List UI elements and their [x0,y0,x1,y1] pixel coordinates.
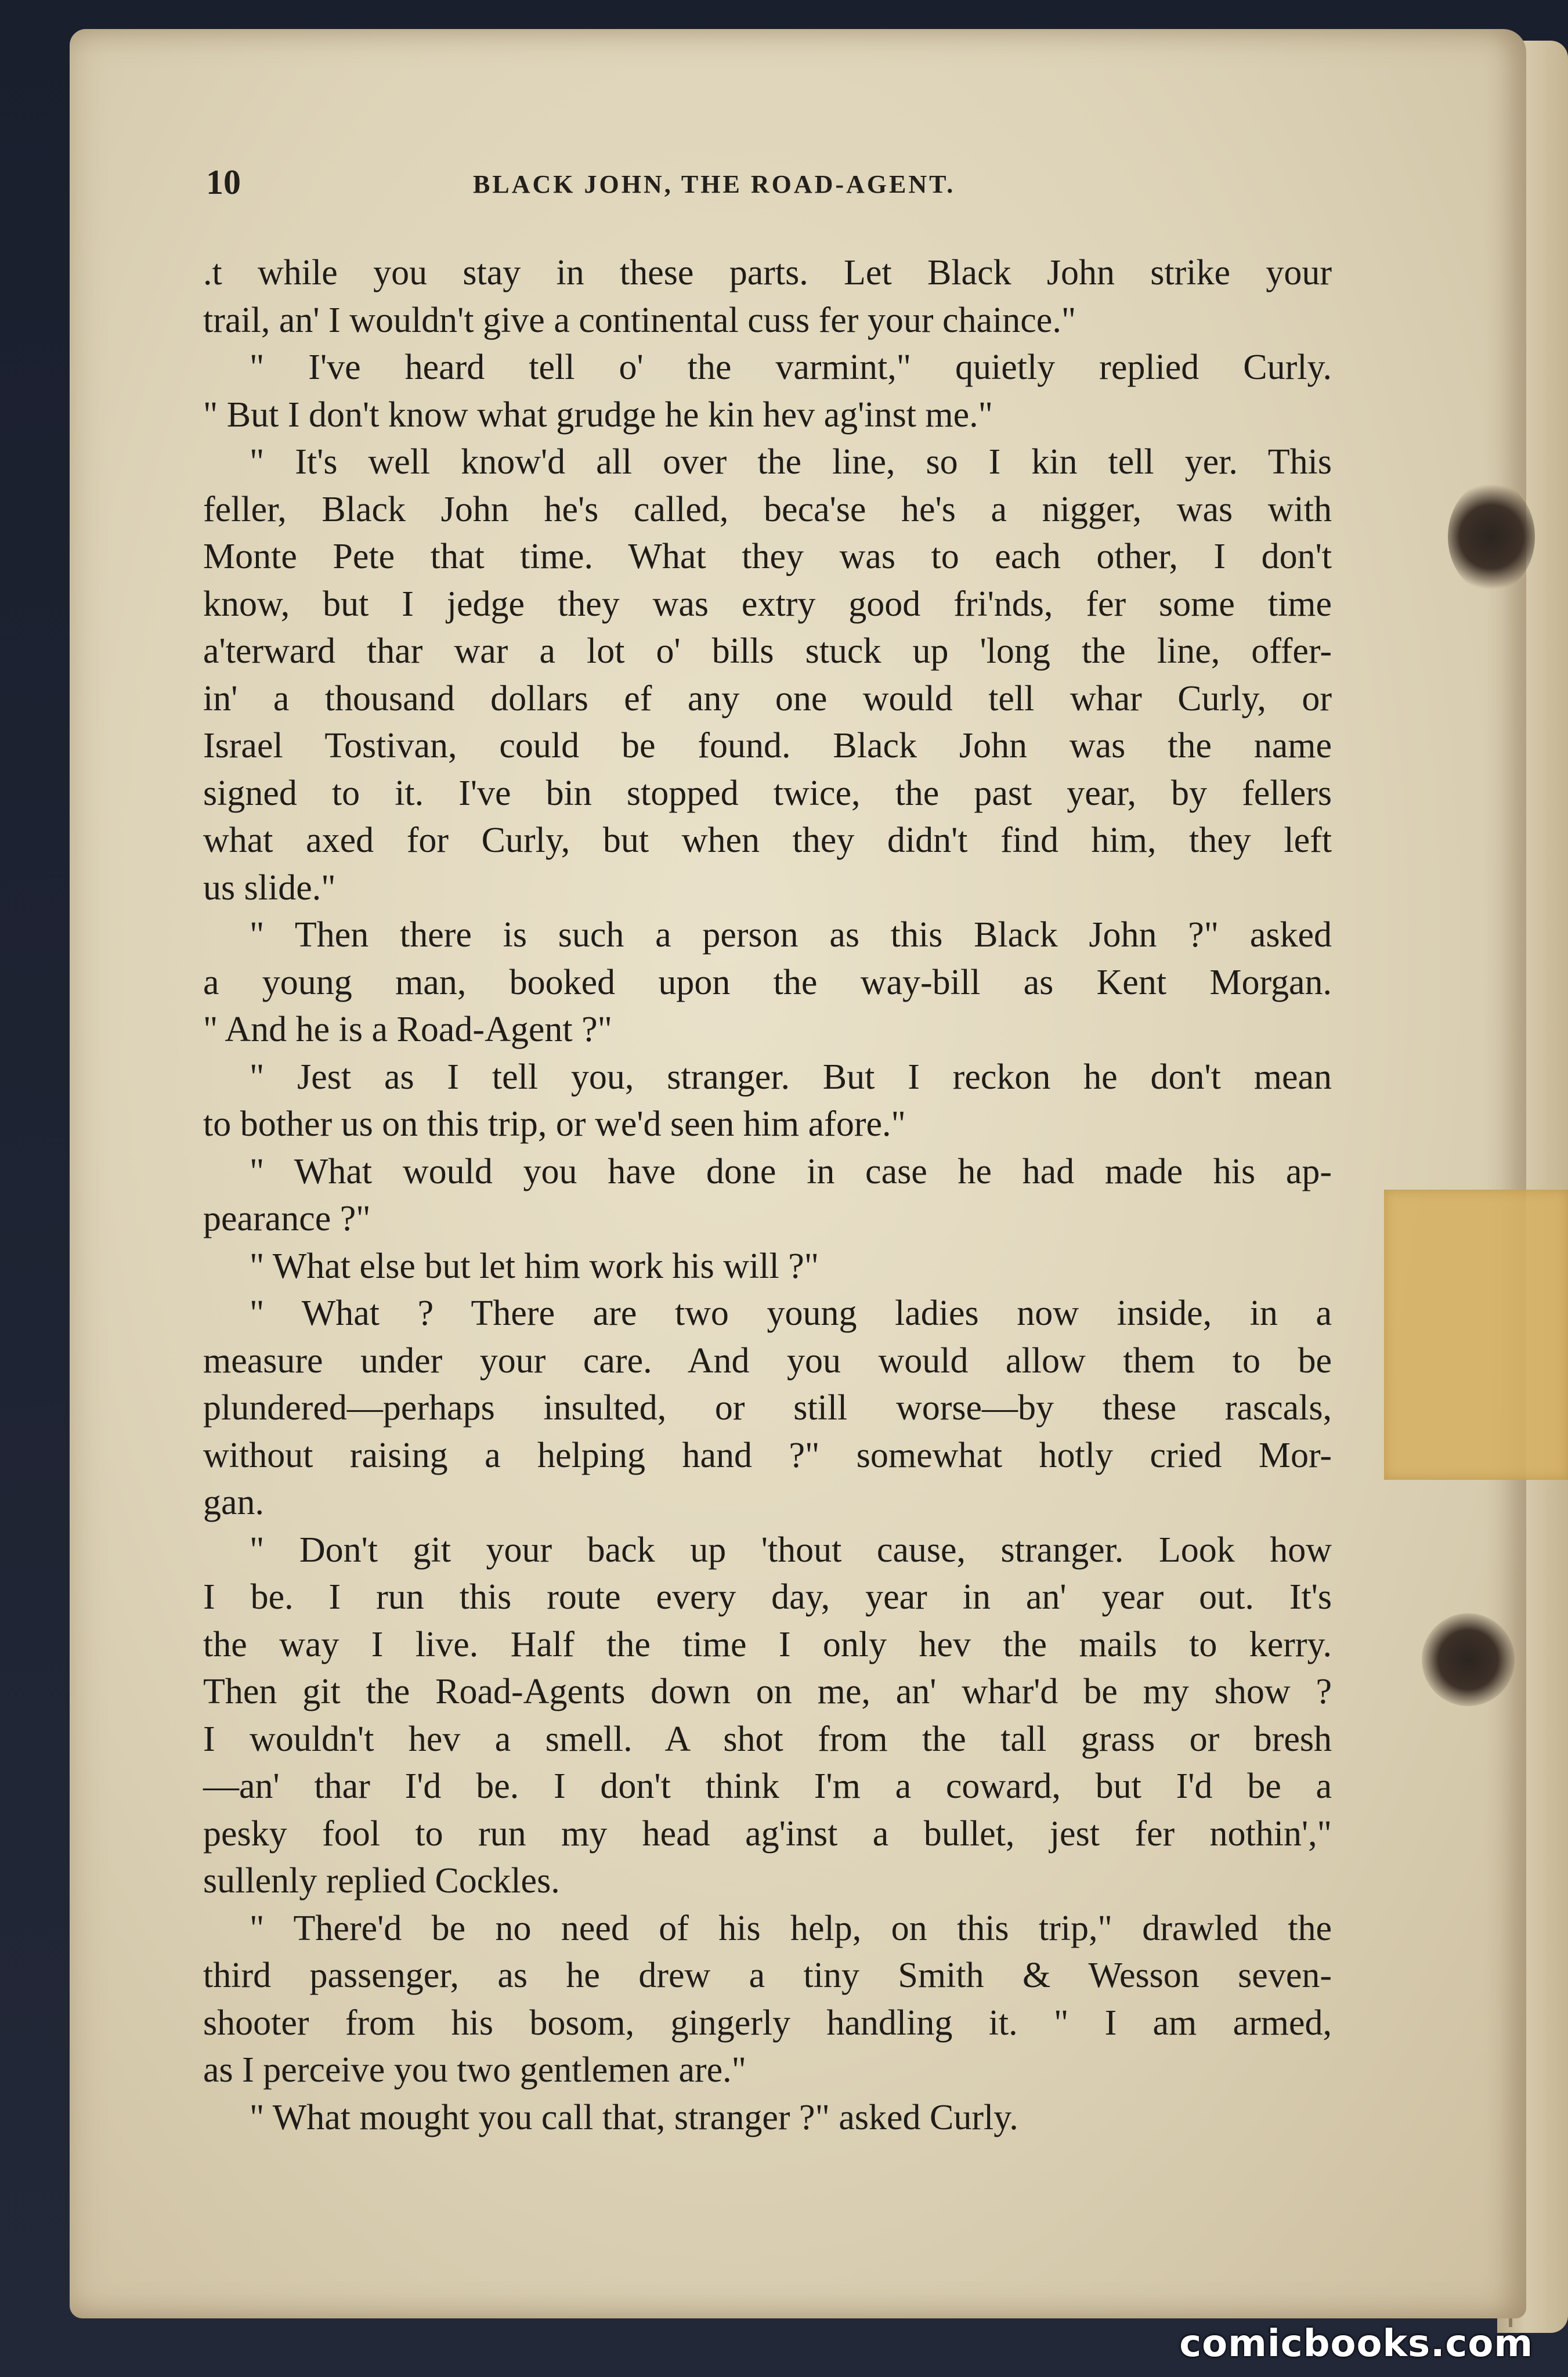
text-line: " Don't git your back up 'thout cause, stranger. Look how [250,1530,1332,1570]
text-line: " What else but let him work his will ?" [250,1246,819,1286]
binding-hole-stain [1422,1613,1515,1706]
text-line: .t while you stay in these parts. Let Black John strike your [203,253,1332,292]
text-line: measure under your care. And you would allow them to be [203,1341,1332,1381]
text-line: Monte Pete that time. What they was to each other, I don't [203,537,1332,576]
watermark: comicbooks.com [1179,2322,1533,2365]
text-line: " Then there is such a person as this Black John ?" asked [250,915,1332,955]
text-line: Then git the Road-Agents down on me, an' whar'd be my show ? [203,1672,1332,1711]
text-line: feller, Black John he's called, beca'se he's a nigger, was with [203,489,1332,529]
text-line: signed to it. I've bin stopped twice, the past year, by fellers [203,773,1332,813]
text-line: " It's well know'd all over the line, so I kin tell yer. This [250,442,1332,482]
text-line: third passenger, as he drew a tiny Smith & Wesson seven- [203,1956,1332,1995]
running-title: BLACK JOHN, THE ROAD-AGENT. [473,170,956,198]
text-line: Israel Tostivan, could be found. Black John was the name [203,726,1332,765]
text-line: " But I don't know what grudge he kin hev ag'inst me." [203,395,993,435]
repair-tape [1384,1190,1568,1480]
text-line: " And he is a Road-Agent ?" [203,1010,612,1049]
text-line: " What ? There are two young ladies now inside, in a [250,1294,1332,1333]
binding-hole-stain [1448,482,1535,592]
text-line: us slide." [203,868,336,908]
text-line: a young man, booked upon the way-bill as Kent Morgan. [203,962,1332,1002]
text-line: the way I live. Half the time I only hev the mails to kerry. [203,1624,1332,1664]
text-line: what axed for Curly, but when they didn't find him, they left [203,821,1332,860]
page-header [206,162,1338,203]
text-line: without raising a helping hand ?" somewhat hotly cried Mor- [203,1435,1332,1475]
text-line: " What would you have done in case he had made his ap- [250,1151,1332,1191]
text-line: as I perceive you two gentlemen are." [203,2050,746,2090]
text-line: pearance ?" [203,1199,371,1238]
body-text [203,250,1332,2141]
text-line: " I've heard tell o' the varmint," quietly replied Curly. [250,348,1332,387]
text-line: —an' thar I'd be. I don't think I'm a coward, but I'd be a [203,1767,1332,1806]
text-line: " What mought you call that, stranger ?" asked Curly. [250,2097,1018,2137]
text-line: trail, an' I wouldn't give a continental cuss fer your chaince." [203,300,1076,340]
text-line: plundered—perhaps insulted, or still worse—by these rascals, [203,1388,1332,1428]
text-line: a'terward thar war a lot o' bills stuck up 'long the line, offer- [203,631,1332,671]
text-line: pesky fool to run my head ag'inst a bullet, jest fer nothin'," [203,1814,1332,1854]
text-line: gan. [203,1483,265,1522]
text-line: shooter from his bosom, gingerly handling it. " I am armed, [203,2003,1332,2043]
text-line: sullenly replied Cockles. [203,1861,560,1901]
text-line: know, but I jedge they was extry good fri'nds, fer some time [203,584,1332,624]
text-line: " Jest as I tell you, stranger. But I reckon he don't mean [250,1057,1332,1097]
text-line: I be. I run this route every day, year in an' year out. It's [203,1577,1332,1617]
page-number: 10 [206,163,241,201]
text-line: " There'd be no need of his help, on this trip," drawled the [250,1908,1332,1948]
text-line: to bother us on this trip, or we'd seen him afore." [203,1104,906,1144]
text-line: in' a thousand dollars ef any one would tell whar Curly, or [203,678,1332,718]
text-line: I wouldn't hev a smell. A shot from the tall grass or bresh [203,1719,1332,1759]
